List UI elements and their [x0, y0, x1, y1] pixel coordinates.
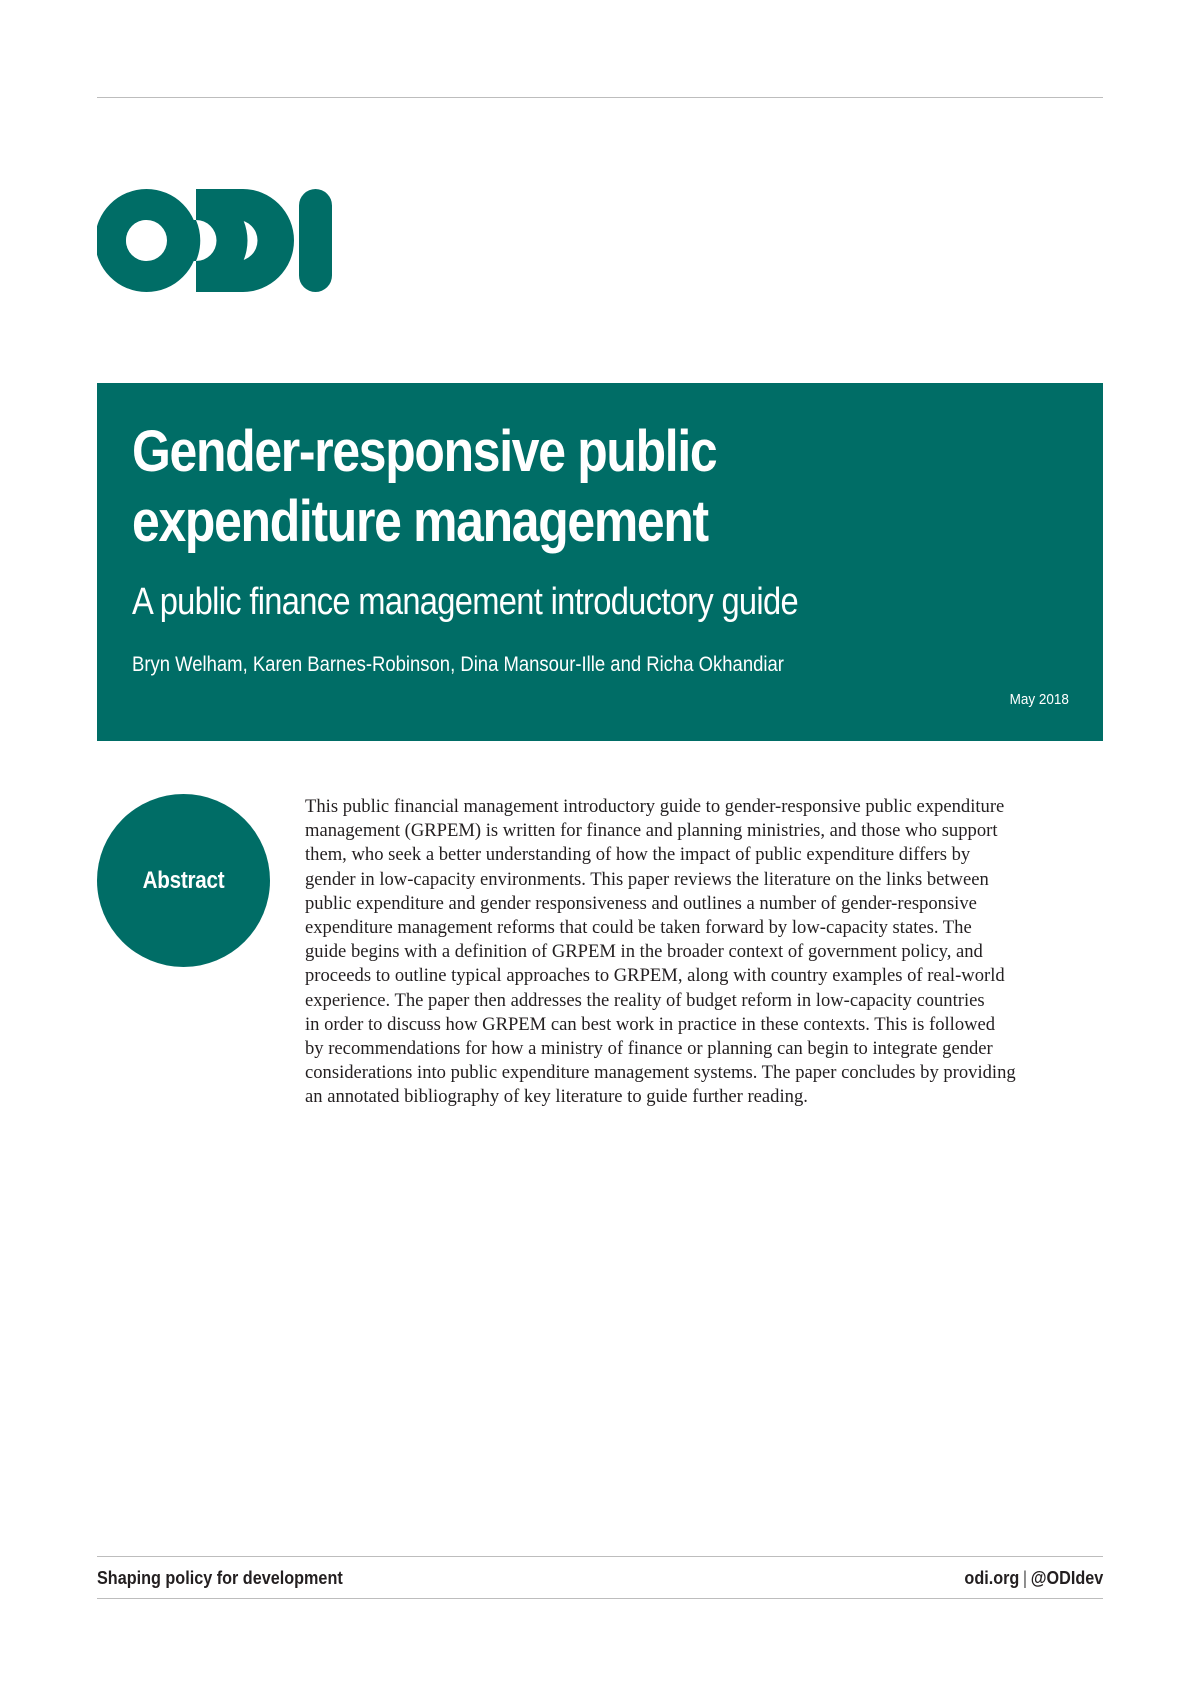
footer-tagline: Shaping policy for development — [97, 1568, 343, 1588]
footer-bottom-divider — [97, 1598, 1103, 1599]
twitter-handle-link[interactable]: @ODIdev — [1030, 1568, 1103, 1588]
title-line-1: Gender-responsive public — [132, 419, 717, 484]
title-line-2: expenditure management — [132, 489, 708, 554]
abstract-label: Abstract — [142, 866, 225, 894]
document-subtitle: A public finance management introductory guide — [132, 581, 798, 623]
abstract-text: This public financial management introductory guide to gender-responsive public expenditure management (GRPEM) is written for finance and planning ministries, and those who support them, who seek a better understanding of how the impact of public expenditure differs by gender in low-capacity environments. This paper reviews the literature on the links between public expenditure and gender responsiveness and outlines a number of gender-responsive expenditure management reforms that could be taken forward by low-capacity states. The guide begins with a definition of GRPEM in the broader context of government policy, and proceeds to outline typical approaches to GRPEM, along with country examples of real-world experience. The paper then addresses the reality of budget reform in low-capacity countries in order to discuss how GRPEM can best work in practice in these contexts. This is followed by recommendations for how a ministry of finance or planning can begin to integrate gender considerations into public expenditure management systems. The paper concludes by providing an annotated bibliography of key literature to guide further reading. — [305, 796, 1016, 1108]
footer-links — [964, 1566, 1103, 1590]
authors: Bryn Welham, Karen Barnes-Robinson, Dina Mansour-Ille and Richa Okhandiar — [132, 653, 784, 676]
odi-logo — [97, 189, 332, 292]
title-banner — [97, 383, 1103, 741]
footer-top-divider — [97, 1556, 1103, 1557]
document-title — [132, 417, 906, 557]
abstract-badge — [97, 794, 270, 967]
publication-date: May 2018 — [1009, 691, 1069, 708]
footer-separator: | — [1022, 1568, 1027, 1588]
top-divider — [97, 97, 1103, 98]
website-link[interactable]: odi.org — [964, 1568, 1020, 1588]
